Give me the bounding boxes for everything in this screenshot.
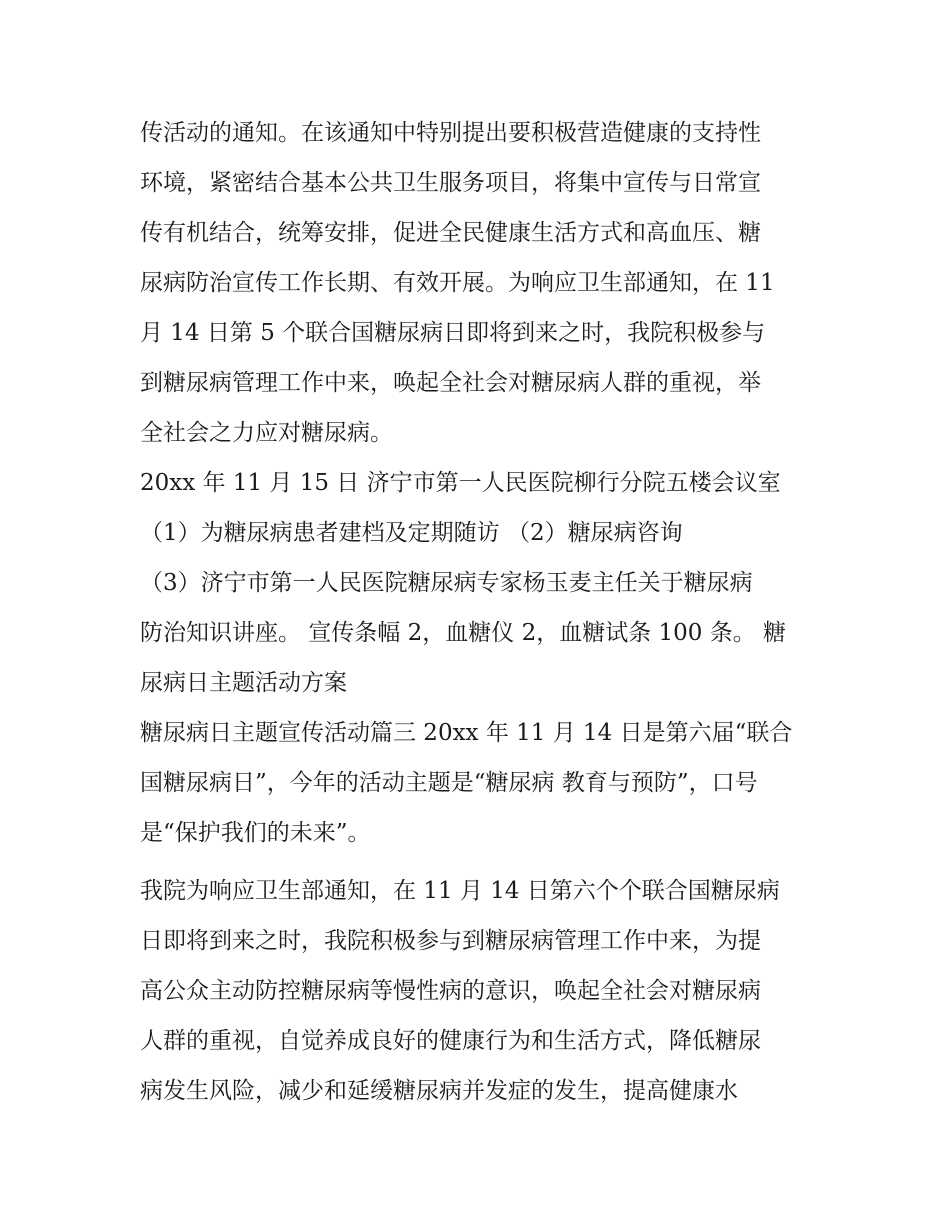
- paragraph-spacer: [140, 858, 830, 866]
- text-line: 糖尿病日主题宣传活动篇三 20xx 年 11 月 14 日是第六届“联合: [140, 720, 793, 746]
- paragraph-notice-context: [140, 108, 830, 458]
- paragraph-lecture-materials: [140, 558, 830, 708]
- document-body: [140, 108, 830, 1116]
- text-line: 尿病日主题活动方案: [140, 670, 347, 696]
- text-line: 高公众主动防控糖尿病等慢性病的意识，唤起全社会对糖尿病: [140, 978, 761, 1004]
- text-line: 人群的重视，自觉养成良好的健康行为和生活方式，降低糖尿: [140, 1028, 761, 1054]
- text-line: 传有机结合，统筹安排，促进全民健康生活方式和高血压、糖: [140, 220, 761, 246]
- text-line: 病发生风险，减少和延缓糖尿病并发症的发生，提高健康水: [140, 1078, 738, 1104]
- text-line: 传活动的通知。在该通知中特别提出要积极营造健康的支持性: [140, 120, 761, 146]
- text-line: 是“保护我们的未来”。: [140, 820, 371, 846]
- paragraph-hospital-response: [140, 866, 830, 1116]
- text-line: 国糖尿病日”，今年的活动主题是“糖尿病 教育与预防”，口号: [140, 770, 758, 796]
- paragraph-article-three: [140, 708, 830, 858]
- text-line: 尿病防治宣传工作长期、有效开展。为响应卫生部通知，在 11: [140, 270, 775, 296]
- text-line: 防治知识讲座。 宣传条幅 2，血糖仪 2，血糖试条 100 条。 糖: [140, 620, 787, 646]
- text-line: 到糖尿病管理工作中来，唤起全社会对糖尿病人群的重视，举: [140, 370, 761, 396]
- text-line: 我院为响应卫生部通知，在 11 月 14 日第六个个联合国糖尿病: [140, 878, 780, 904]
- text-line: 全社会之力应对糖尿病。: [140, 420, 393, 446]
- text-line: （3）济宁市第一人民医院糖尿病专家杨玉麦主任关于糖尿病: [140, 570, 753, 596]
- paragraph-activity-items: [140, 508, 830, 558]
- text-line: （1）为糖尿病患者建档及定期随访 （2）糖尿病咨询: [140, 520, 683, 546]
- text-line: 月 14 日第 5 个联合国糖尿病日即将到来之时，我院积极参与: [140, 320, 766, 346]
- text-line: 20xx 年 11 月 15 日 济宁市第一人民医院柳行分院五楼会议室: [140, 470, 781, 496]
- text-line: 日即将到来之时，我院积极参与到糖尿病管理工作中来，为提: [140, 928, 761, 954]
- paragraph-date-location: [140, 458, 830, 508]
- text-line: 环境，紧密结合基本公共卫生服务项目，将集中宣传与日常宣: [140, 170, 761, 196]
